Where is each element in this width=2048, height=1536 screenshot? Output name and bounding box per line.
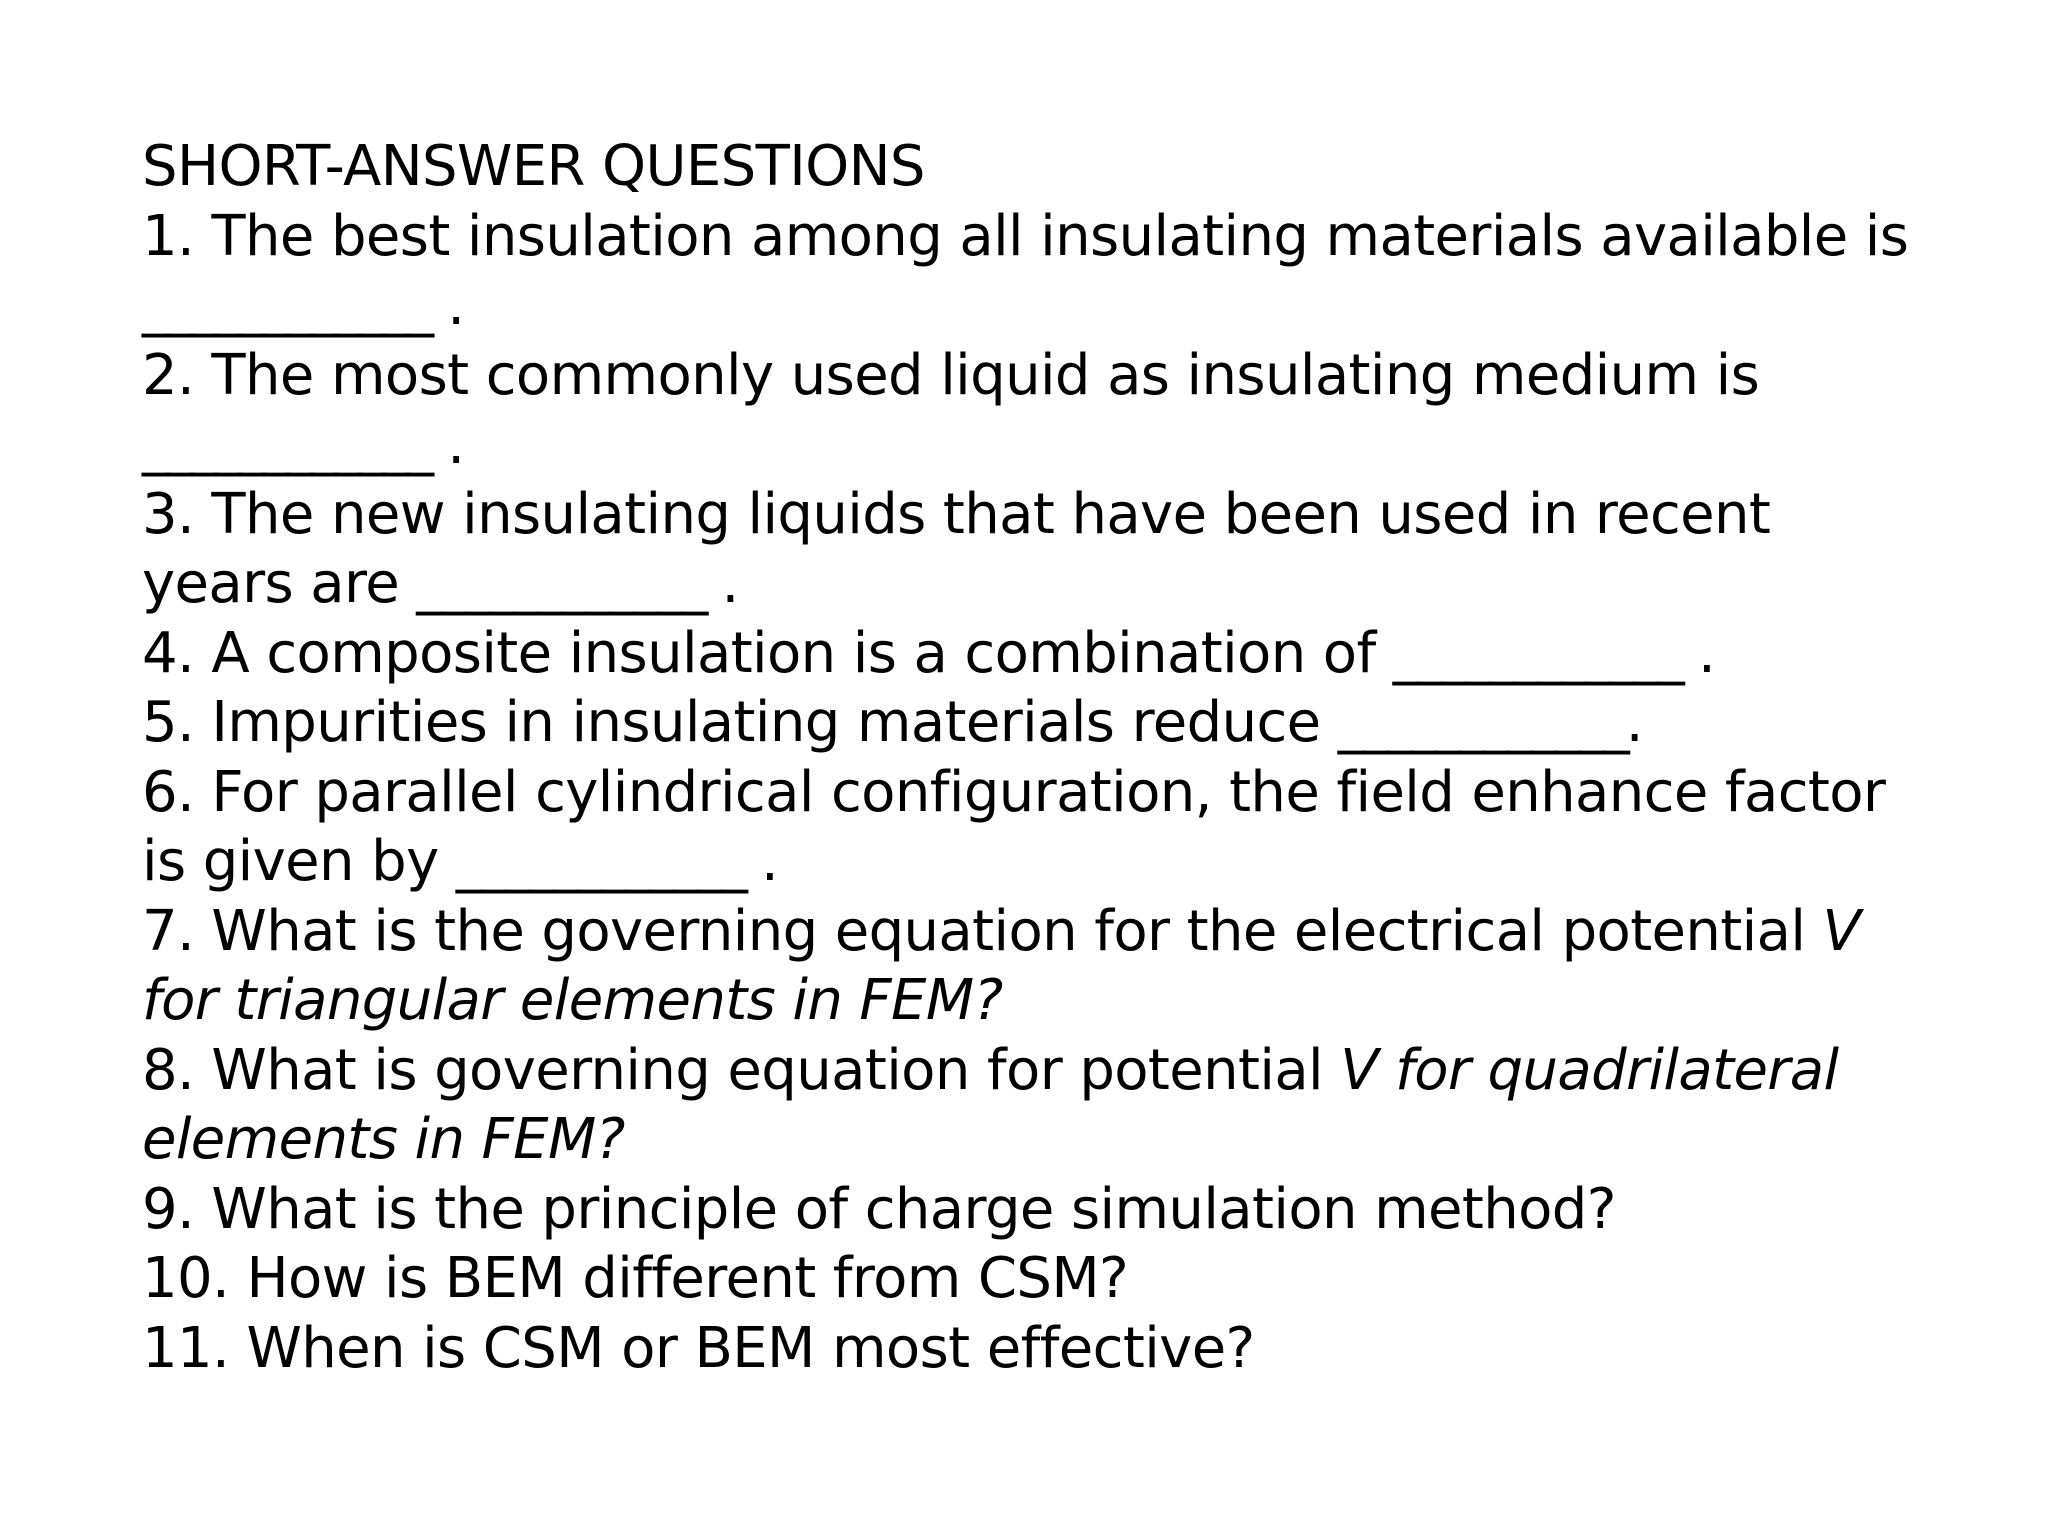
- question-text: 8. What is governing equation for potential: [142, 1037, 1341, 1103]
- punctuation: .: [430, 412, 465, 477]
- question-text: 5. Impurities in insulating materials reduce: [142, 690, 1338, 755]
- question-1-line-2: [142, 271, 2002, 341]
- question-3-line-2: [142, 549, 2002, 619]
- question-text: years are: [142, 551, 417, 616]
- question-text: is given by: [142, 829, 456, 894]
- question-11: 11. When is CSM or BEM most effective?: [142, 1315, 1255, 1381]
- question-list: [142, 132, 2002, 1383]
- answer-blank: ____________: [455, 829, 744, 894]
- punctuation: .: [743, 829, 779, 894]
- question-10: 10. How is BEM different from CSM?: [142, 1246, 1129, 1311]
- question-7-line-2: for triangular elements in FEM?: [142, 968, 1003, 1033]
- answer-blank: ____________: [1392, 620, 1681, 686]
- italic-text: V for quadrilateral: [1340, 1037, 1839, 1103]
- question-text: 4. A composite insulation is a combination of: [142, 620, 1393, 686]
- question-3-line-1: 3. The new insulating liquids that have been used in recent: [142, 481, 1771, 547]
- question-2-line-2: [142, 410, 2002, 480]
- question-8-line-2: elements in FEM?: [142, 1107, 625, 1172]
- question-text: 7. What is the governing equation for the electrical potential: [142, 898, 1823, 964]
- question-4: [142, 619, 2002, 689]
- answer-blank: ____________: [416, 551, 705, 616]
- punctuation: .: [430, 273, 465, 338]
- heading: SHORT-ANSWER QUESTIONS: [142, 134, 925, 199]
- punctuation: .: [1625, 690, 1643, 755]
- question-1-line-1: 1. The best insulation among all insulating materials available is: [142, 203, 1909, 269]
- question-6-line-1: 6. For parallel cylindrical configuration, the field enhance factor: [142, 759, 1886, 825]
- answer-blank: ____________: [1337, 690, 1626, 755]
- punctuation: .: [1680, 620, 1716, 686]
- question-6-line-2: [142, 827, 2002, 897]
- answer-blank: ____________: [142, 273, 430, 338]
- question-7-line-1: [142, 897, 2002, 967]
- answer-blank: ____________: [142, 412, 430, 477]
- italic-variable: V: [1822, 898, 1861, 964]
- question-2-line-1: 2. The most commonly used liquid as insulating medium is: [142, 342, 1760, 408]
- question-5: [142, 688, 2002, 758]
- question-8-line-1: [142, 1036, 2002, 1106]
- question-9: 9. What is the principle of charge simulation method?: [142, 1176, 1616, 1242]
- punctuation: .: [704, 551, 739, 616]
